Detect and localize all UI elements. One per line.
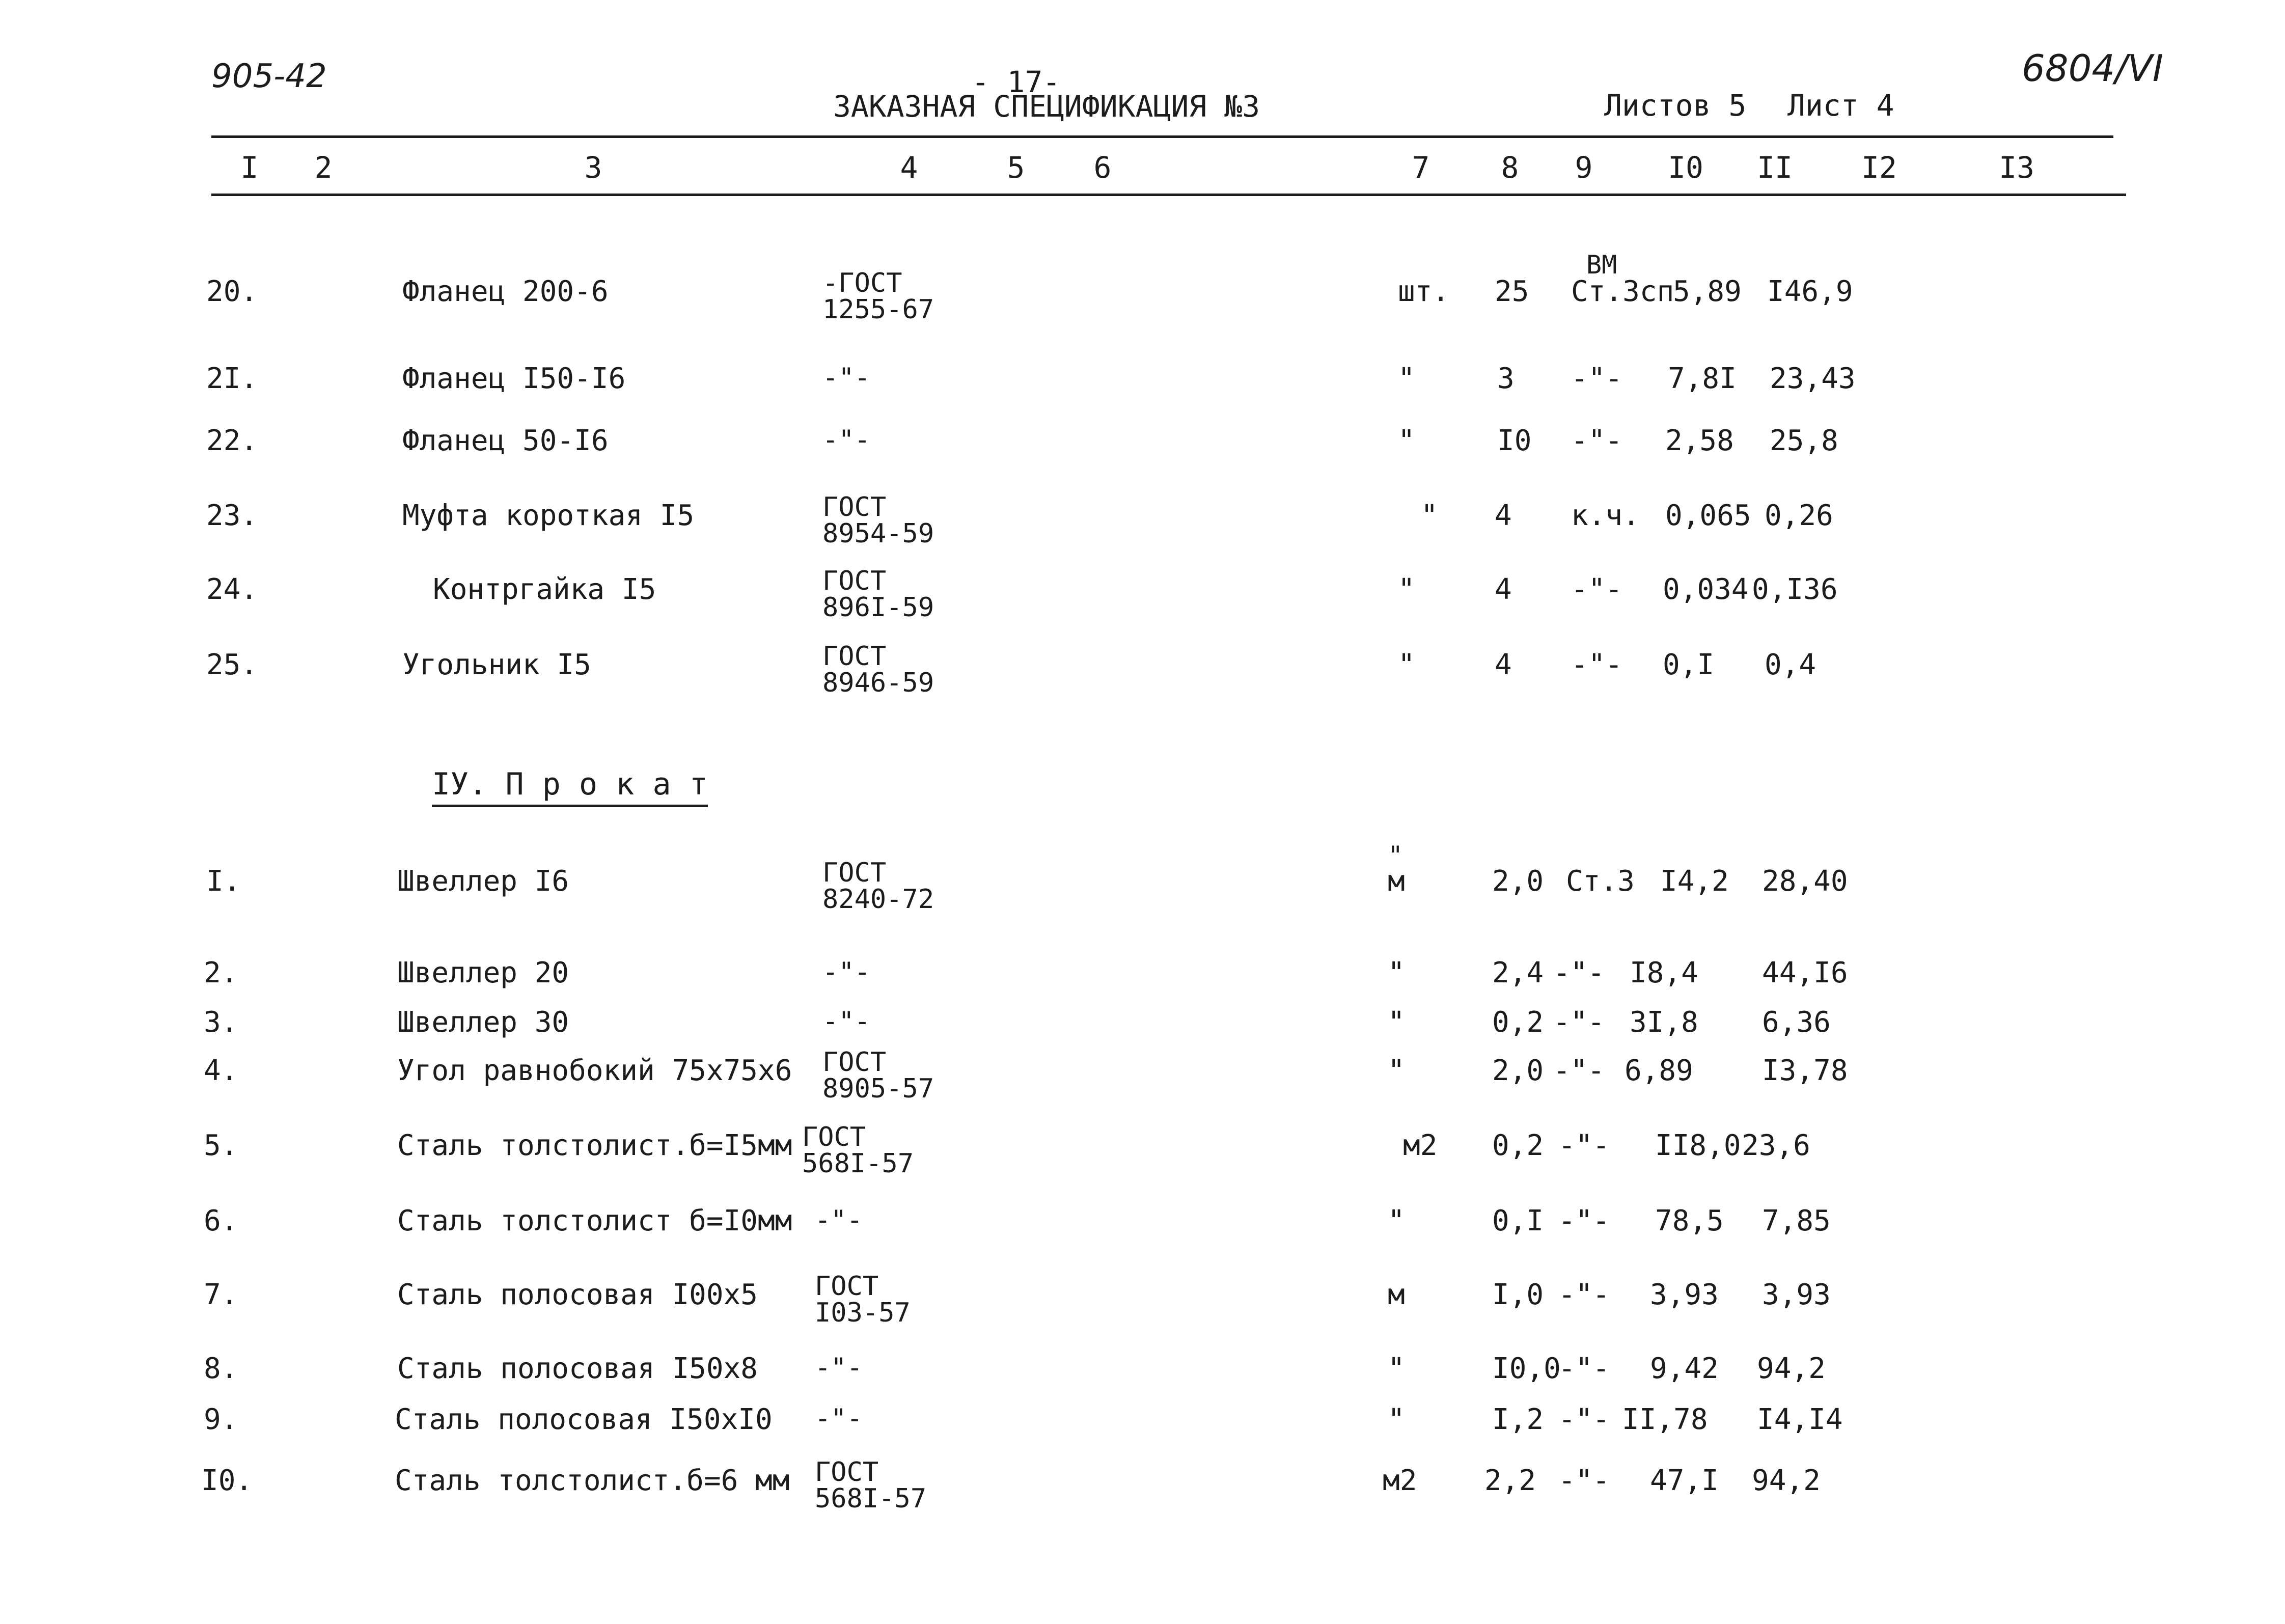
quantity: 2,4 xyxy=(1492,956,1544,989)
unit: " xyxy=(1398,362,1415,395)
column-number: I3 xyxy=(1999,150,2034,185)
quantity: 2,0 xyxy=(1492,1054,1544,1087)
unit-mass: 0,I xyxy=(1663,648,1715,681)
unit-mass: 3I,8 xyxy=(1630,1006,1698,1039)
unit-mass: 0,034 xyxy=(1663,573,1749,606)
item-name: Угол равнобокий 75х75х6 xyxy=(397,1054,792,1087)
unit-mass: 9,42 xyxy=(1650,1352,1719,1385)
total-mass: 23,43 xyxy=(1770,362,1856,395)
item-name: Сталь полосовая I00х5 xyxy=(397,1278,758,1311)
unit: м2 xyxy=(1383,1464,1417,1497)
material-note: ВМ xyxy=(1586,250,1617,280)
material: -"- xyxy=(1571,362,1623,395)
unit: " xyxy=(1388,956,1405,989)
total-mass: 23,6 xyxy=(1742,1129,1810,1162)
quantity: 4 xyxy=(1495,499,1512,532)
unit: " xyxy=(1398,648,1415,681)
unit: " xyxy=(1398,573,1415,606)
unit-mass: 6,89 xyxy=(1625,1054,1693,1087)
gost-reference: -"- xyxy=(815,1353,863,1383)
gost-reference: -"- xyxy=(822,957,870,987)
unit: шт. xyxy=(1398,275,1450,308)
item-number: 3. xyxy=(204,1006,238,1039)
gost-reference: -"- xyxy=(815,1403,863,1434)
column-number: 6 xyxy=(1093,150,1112,185)
header-bottom-rule xyxy=(211,194,2126,196)
unit-mass: I4,2 xyxy=(1660,865,1729,898)
item-number: 22. xyxy=(206,424,258,457)
material: Ст.3сп xyxy=(1571,275,1674,308)
gost-reference: ГОСТ 8240-72 xyxy=(822,858,934,915)
unit: м2 xyxy=(1403,1129,1438,1162)
unit: м xyxy=(1388,865,1405,898)
unit: " xyxy=(1388,1204,1405,1237)
unit: " xyxy=(1388,1403,1405,1436)
unit: " xyxy=(1388,1352,1405,1385)
total-mass: I46,9 xyxy=(1767,275,1853,308)
item-name: Муфта короткая I5 xyxy=(402,499,695,532)
total-mass: 6,36 xyxy=(1762,1006,1831,1039)
unit-mass: II,78 xyxy=(1622,1403,1708,1436)
quantity: 4 xyxy=(1495,648,1512,681)
material: -"- xyxy=(1558,1352,1610,1385)
quantity: 0,2 xyxy=(1492,1129,1544,1162)
item-name: Контргайка I5 xyxy=(433,573,656,606)
item-name: Швеллер 20 xyxy=(397,956,569,989)
item-name: Сталь толстолист б=I0мм xyxy=(397,1204,792,1237)
quantity: 2,2 xyxy=(1484,1464,1536,1497)
item-name: Сталь толстолист.б=6 мм xyxy=(395,1464,790,1497)
material: -"- xyxy=(1558,1129,1610,1162)
item-name: Сталь полосовая I50х8 xyxy=(397,1352,758,1385)
total-mass: 3,93 xyxy=(1762,1278,1831,1311)
series-number: 905-42 xyxy=(211,58,327,95)
unit: " xyxy=(1388,1054,1405,1087)
item-name: Фланец 200-6 xyxy=(402,275,609,308)
unit: " xyxy=(1388,1006,1405,1039)
material: -"- xyxy=(1571,573,1623,606)
column-number: I0 xyxy=(1668,150,1703,185)
total-mass: 94,2 xyxy=(1757,1352,1826,1385)
gost-reference: ГОСТ 568I-57 xyxy=(802,1122,914,1179)
document-title: ЗАКАЗНАЯ СПЕЦИФИКАЦИЯ №3 xyxy=(833,89,1260,124)
section-title: IУ. П р о к а т xyxy=(432,769,708,807)
column-number: I2 xyxy=(1861,150,1897,185)
top-rule xyxy=(211,135,2113,138)
quantity: 25 xyxy=(1495,275,1529,308)
quantity: 0,2 xyxy=(1492,1006,1544,1039)
column-number: 5 xyxy=(1007,150,1025,185)
gost-reference: ГОСТ I03-57 xyxy=(815,1271,911,1328)
gost-reference: -"- xyxy=(822,363,870,393)
unit-mass: 7,8I xyxy=(1668,362,1737,395)
column-number: 7 xyxy=(1412,150,1430,185)
material: -"- xyxy=(1553,956,1605,989)
total-mass: I4,I4 xyxy=(1757,1403,1843,1436)
gost-reference: ГОСТ 8946-59 xyxy=(822,641,934,698)
item-number: 23. xyxy=(206,499,258,532)
item-number: 6. xyxy=(204,1204,238,1237)
gost-reference: -"- xyxy=(822,1006,870,1037)
quantity: 2,0 xyxy=(1492,865,1544,898)
item-name: Фланец I50-I6 xyxy=(402,362,626,395)
material: -"- xyxy=(1558,1464,1610,1497)
quantity: I,2 xyxy=(1492,1403,1544,1436)
item-number: I0. xyxy=(201,1464,253,1497)
material: -"- xyxy=(1571,424,1623,457)
item-number: 20. xyxy=(206,275,258,308)
gost-reference: -"- xyxy=(815,1205,863,1235)
item-name: Сталь толстолист.б=I5мм xyxy=(397,1129,792,1162)
material: -"- xyxy=(1558,1204,1610,1237)
item-number: 7. xyxy=(204,1278,238,1311)
unit-mass: 0,065 xyxy=(1665,499,1751,532)
gost-reference: -"- xyxy=(822,425,870,455)
item-name: Сталь полосовая I50хI0 xyxy=(395,1403,773,1436)
unit-mass: 78,5 xyxy=(1655,1204,1724,1237)
column-number: II xyxy=(1757,150,1793,185)
total-mass: 0,I36 xyxy=(1752,573,1838,606)
item-name: Угольник I5 xyxy=(402,648,591,681)
quantity: 4 xyxy=(1495,573,1512,606)
column-number: 8 xyxy=(1501,150,1519,185)
unit-mass: 47,I xyxy=(1650,1464,1719,1497)
item-number: 24. xyxy=(206,573,258,606)
column-number: I xyxy=(240,150,259,185)
total-mass: 0,4 xyxy=(1765,648,1816,681)
unit: " xyxy=(1398,424,1415,457)
item-number: 4. xyxy=(204,1054,238,1087)
unit: м xyxy=(1388,1278,1405,1311)
material: -"- xyxy=(1571,648,1623,681)
gost-reference: ГОСТ 896I-59 xyxy=(822,566,934,623)
unit-mass: 2,58 xyxy=(1665,424,1734,457)
column-number: 2 xyxy=(314,150,333,185)
gost-reference: ГОСТ 8954-59 xyxy=(822,492,934,549)
column-number: 9 xyxy=(1575,150,1593,185)
item-number: I. xyxy=(206,865,241,898)
item-name: Швеллер I6 xyxy=(397,865,569,898)
sheet-count: Листов 5 xyxy=(1604,88,1747,123)
total-mass: 44,I6 xyxy=(1762,956,1848,989)
column-number: 3 xyxy=(584,150,602,185)
quantity: 3 xyxy=(1497,362,1515,395)
unit-mass: 3,93 xyxy=(1650,1278,1719,1311)
material: -"- xyxy=(1558,1403,1610,1436)
quantity: I0,0 xyxy=(1492,1352,1561,1385)
material: к.ч. xyxy=(1571,499,1640,532)
total-mass: 7,85 xyxy=(1762,1204,1831,1237)
quantity: I0 xyxy=(1497,424,1532,457)
item-number: 9. xyxy=(204,1403,238,1436)
gost-reference: ГОСТ 8905-57 xyxy=(822,1047,934,1104)
total-mass: 94,2 xyxy=(1752,1464,1821,1497)
item-number: 25. xyxy=(206,648,258,681)
gost-reference: ГОСТ 568I-57 xyxy=(815,1457,927,1514)
unit: " xyxy=(1421,499,1438,532)
quantity: 0,I xyxy=(1492,1204,1544,1237)
page-number: - 17- xyxy=(971,65,1061,99)
unit-mass: 5,89 xyxy=(1673,275,1742,308)
material: -"- xyxy=(1553,1006,1605,1039)
item-number: 2. xyxy=(204,956,238,989)
total-mass: 25,8 xyxy=(1770,424,1838,457)
archive-stamp: 6804/VI xyxy=(2022,47,2163,90)
unit-mass: I8,4 xyxy=(1630,956,1698,989)
total-mass: I3,78 xyxy=(1762,1054,1848,1087)
material: Ст.3 xyxy=(1566,865,1635,898)
item-number: 5. xyxy=(204,1129,238,1162)
item-number: 8. xyxy=(204,1352,238,1385)
unit-mass: II8,0 xyxy=(1655,1129,1741,1162)
unit-ditto: " xyxy=(1388,841,1403,870)
sheet-number: Лист 4 xyxy=(1787,88,1894,123)
material: -"- xyxy=(1553,1054,1605,1087)
gost-reference: -ГОСТ 1255-67 xyxy=(822,268,934,325)
item-name: Фланец 50-I6 xyxy=(402,424,609,457)
total-mass: 28,40 xyxy=(1762,865,1848,898)
column-number: 4 xyxy=(900,150,918,185)
material: -"- xyxy=(1558,1278,1610,1311)
total-mass: 0,26 xyxy=(1765,499,1833,532)
quantity: I,0 xyxy=(1492,1278,1544,1311)
item-number: 2I. xyxy=(206,362,258,395)
item-name: Швеллер 30 xyxy=(397,1006,569,1039)
